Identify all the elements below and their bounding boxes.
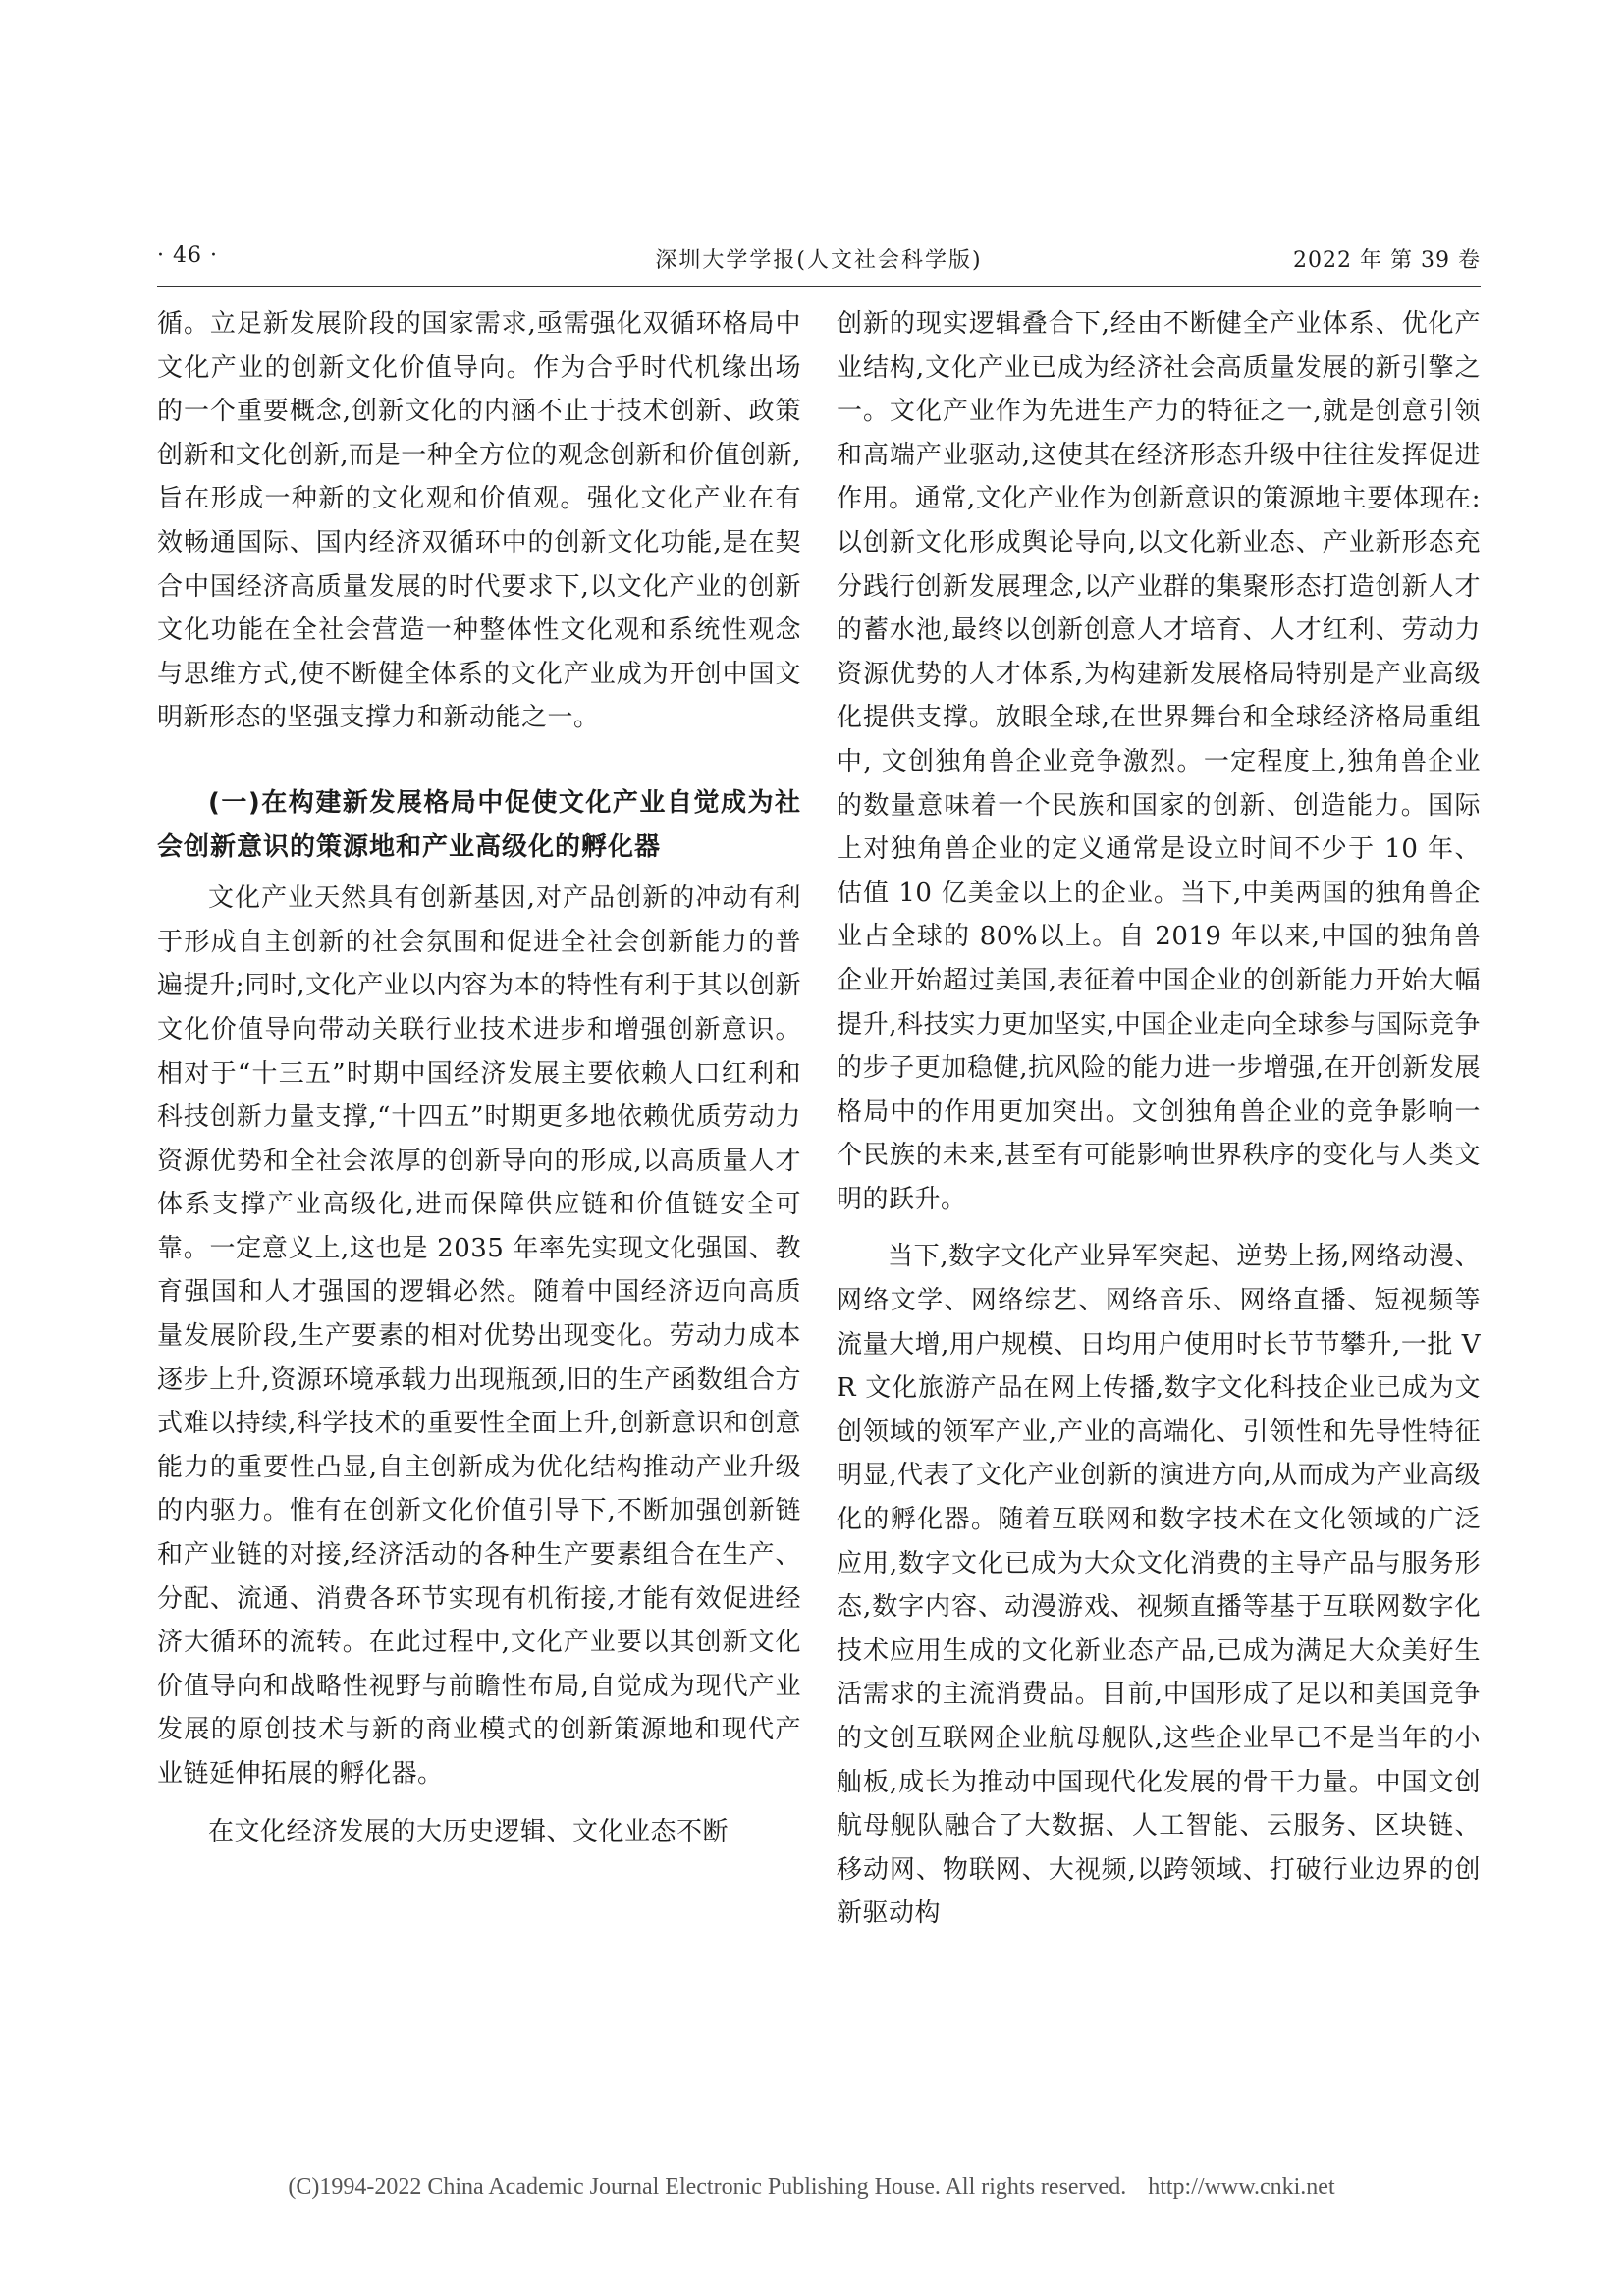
page-number: · 46 ·: [157, 243, 218, 268]
cnki-link[interactable]: http://www.cnki.net: [1148, 2174, 1335, 2200]
paragraph: 当下,数字文化产业异军突起、逆势上扬,网络动漫、网络文学、网络综艺、网络音乐、网络直播、短视频等流量大增,用户规模、日均用户使用时长节节攀升,一批 VR 文化旅游产品在网上传播,数字文化科技企业已成为文创领域的领军产业,产业的高端化、引领性和先导性特征明显,代表了文化产业创新的演进方向,从而成为产业高级化的孵化器。随着互联网和数字技术在文化领域的广泛应用,数字文化已成为大众文化消费的主导产品与服务形态,数字内容、动漫游戏、视频直播等基于互联网数字化技术应用生成的文化新业态产品,已成为满足大众美好生活需求的主流消费品。目前,中国形成了足以和美国竞争的文创互联网企业航母舰队,这些企业早已不是当年的小舢板,成长为推动中国现代化发展的骨干力量。中国文创航母舰队融合了大数据、人工智能、云服务、区块链、移动网、物联网、大视频,以跨领域、打破行业边界的创新驱动构: [837, 1242, 1481, 1929]
paragraph: 在文化经济发展的大历史逻辑、文化业态不断: [208, 1816, 730, 1846]
header-rule: [157, 286, 1481, 287]
paragraph: 创新的现实逻辑叠合下,经由不断健全产业体系、优化产业结构,文化产业已成为经济社会高质量发展的新引擎之一。文化产业作为先进生产力的特征之一,就是创意引领和高端产业驱动,这使其在经济形态升级中往往发挥促进作用。通常,文化产业作为创新意识的策源地主要体现在:以创新文化形成舆论导向,以文化新业态、产业新形态充分践行创新发展理念,以产业群的集聚形态打造创新人才的蓄水池,最终以创新创意人才培育、人才红利、劳动力资源优势的人才体系,为构建新发展格局特别是产业高级化提供支撑。放眼全球,在世界舞台和全球经济格局重组中, 文创独角兽企业竞争激烈。一定程度上,独角兽企业的数量意味着一个民族和国家的创新、创造能力。国际上对独角兽企业的定义通常是设立时间不少于 10 年、估值 10 亿美金以上的企业。当下,中美两国的独角兽企业占全球的 80%以上。自 2019 年以来,中国的独角兽企业开始超过美国,表征着中国企业的创新能力开始大幅提升,科技实力更加坚实,中国企业走向全球参与国际竞争的步子更加稳健,抗风险的能力进一步增强,在开创新发展格局中的作用更加突出。文创独角兽企业的竞争影响一个民族的未来,甚至有可能影响世界秩序的变化与人类文明的跃升。: [837, 309, 1481, 1214]
right-column: [837, 302, 1481, 2059]
running-header: [157, 243, 1481, 279]
copyright-footer: [0, 2174, 1623, 2201]
left-column: [157, 302, 801, 2059]
paragraph: 循。立足新发展阶段的国家需求,亟需强化双循环格局中文化产业的创新文化价值导向。作为合乎时代机缘出场的一个重要概念,创新文化的内涵不止于技术创新、政策创新和文化创新,而是一种全方位的观念创新和价值创新,旨在形成一种新的文化观和价值观。强化文化产业在有效畅通国际、国内经济双循环中的创新文化功能,是在契合中国经济高质量发展的时代要求下,以文化产业的创新文化功能在全社会营造一种整体性文化观和系统性观念与思维方式,使不断健全体系的文化产业成为开创中国文明新形态的坚强支撑力和新动能之一。: [157, 309, 801, 733]
journal-title: 深圳大学学报(人文社会科学版): [655, 248, 983, 273]
volume-info: 2022 年 第 39 卷: [1293, 248, 1481, 273]
copyright-text: (C)1994-2022 China Academic Journal Electronic Publishing House. All rights reserved.: [288, 2174, 1127, 2200]
paragraph: 文化产业天然具有创新基因,对产品创新的冲动有利于形成自主创新的社会氛围和促进全社会创新能力的普遍提升;同时,文化产业以内容为本的特性有利于其以创新文化价值导向带动关联行业技术进步和增强创新意识。相对于“十三五”时期中国经济发展主要依赖人口红利和科技创新力量支撑,“十四五”时期更多地依赖优质劳动力资源优势和全社会浓厚的创新导向的形成,以高质量人才体系支撑产业高级化,进而保障供应链和价值链安全可靠。一定意义上,这也是 2035 年率先实现文化强国、教育强国和人才强国的逻辑必然。随着中国经济迈向高质量发展阶段,生产要素的相对优势出现变化。劳动力成本逐步上升,资源环境承载力出现瓶颈,旧的生产函数组合方式难以持续,科学技术的重要性全面上升,创新意识和创意能力的重要性凸显,自主创新成为优化结构推动产业升级的内驱力。惟有在创新文化价值引导下,不断加强创新链和产业链的对接,经济活动的各种生产要素组合在生产、分配、流通、消费各环节实现有机衔接,才能有效促进经济大循环的流转。在此过程中,文化产业要以其创新文化价值导向和战略性视野与前瞻性布局,自觉成为现代产业发展的原创技术与新的商业模式的创新策源地和现代产业链延伸拓展的孵化器。: [157, 883, 801, 1789]
section-heading: (一)在构建新发展格局中促使文化产业自觉成为社会创新意识的策源地和产业高级化的孵化器: [157, 787, 801, 862]
